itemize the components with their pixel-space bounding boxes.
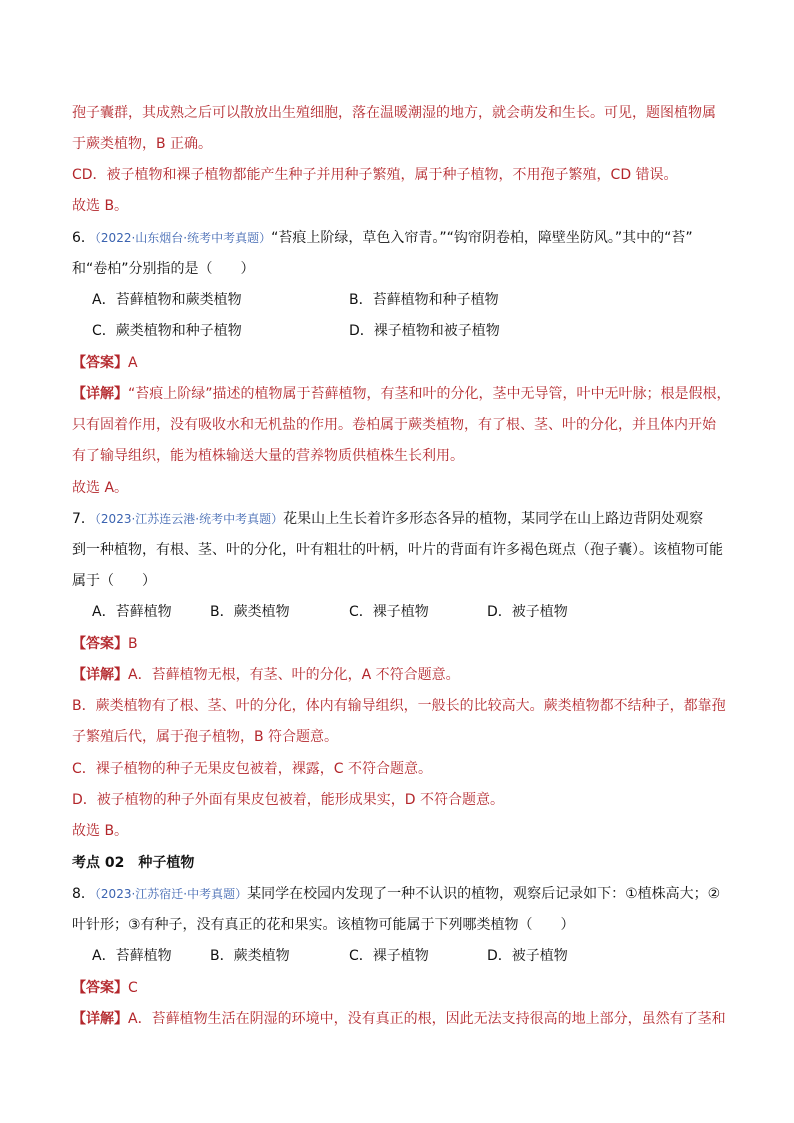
explanation-text: A．苔藓植物无根，有茎、叶的分化，A 不符合题意。 — [128, 667, 460, 683]
option-b: B．蕨类植物 — [210, 948, 290, 964]
text-line: 故选 B。 — [72, 198, 129, 214]
text-line: 于蕨类植物，B 正确。 — [72, 136, 213, 152]
option-b: B．苔藓植物和种子植物 — [349, 292, 499, 308]
option-d: D．被子植物 — [487, 604, 568, 620]
answer-line — [72, 353, 734, 373]
answer-label: 【答案】 — [72, 980, 128, 996]
question-number: 6． — [72, 230, 95, 246]
question-text: 和“卷柏”分别指的是（ ） — [72, 261, 255, 277]
question-text: 叶针形；③有种子，没有真正的花和果实。该植物可能属于下列哪类植物（ ） — [72, 917, 575, 933]
explanation-text: A．苔藓植物生活在阴湿的环境中，没有真正的根，因此无法支持很高的地上部分，虽然有了茎和 — [128, 1011, 726, 1027]
option-a: A．苔藓植物 — [92, 604, 172, 620]
option-a: A．苔藓植物 — [92, 948, 172, 964]
answer-value: A — [128, 355, 138, 371]
explanation-label: 【详解】 — [72, 1011, 128, 1027]
explanation-line — [72, 1009, 734, 1029]
explanation-text: 只有固着作用，没有吸收水和无机盐的作用。卷柏属于蕨类植物，有了根、茎、叶的分化，并且体内开始 — [72, 417, 716, 433]
answer-value: C — [128, 980, 138, 996]
conclusion-text: 故选 A。 — [72, 480, 129, 496]
answer-label: 【答案】 — [72, 636, 128, 652]
question-text: “苔痕上阶绿，草色入帘青。”“钩帘阴卷柏，障壁坐防风。”其中的“苔” — [271, 230, 693, 246]
option-a: A．苔藓植物和蕨类植物 — [92, 292, 242, 308]
question-source: （2023·江苏连云港·统考中考真题） — [94, 512, 284, 526]
explanation-line — [72, 384, 734, 404]
question-source: （2023·江苏宿迁·中考真题） — [94, 887, 248, 901]
question-7-stem — [72, 509, 734, 529]
section-heading — [72, 853, 734, 873]
explanation-text: D．被子植物的种子外面有果皮包被着，能形成果实，D 不符合题意。 — [72, 792, 505, 808]
question-text: 某同学在校园内发现了一种不认识的植物，观察后记录如下：①植株高大；② — [247, 886, 721, 902]
question-text: 花果山上生长着许多形态各异的植物，某同学在山上路边背阴处观察 — [283, 511, 704, 527]
option-b: B．蕨类植物 — [210, 604, 290, 620]
option-c: C．裸子植物 — [349, 948, 429, 964]
explanation-text: C．裸子植物的种子无果皮包被着，裸露，C 不符合题意。 — [72, 761, 432, 777]
question-text: 到一种植物，有根、茎、叶的分化，叶有粗壮的叶柄，叶片的背面有许多褐色斑点（孢子囊）。该植物可能 — [72, 542, 723, 558]
question-number: 7． — [72, 511, 95, 527]
text-line: 孢子囊群，其成熟之后可以散放出生殖细胞，落在温暖潮湿的地方，就会萌发和生长。可见，题图植物属 — [72, 105, 716, 121]
option-c: C．蕨类植物和种子植物 — [92, 323, 242, 339]
answer-label: 【答案】 — [72, 355, 128, 371]
section-title: 种子植物 — [138, 855, 195, 871]
option-d: D．被子植物 — [487, 948, 568, 964]
explanation-label: 【详解】 — [72, 667, 128, 683]
explanation-text: “苔痕上阶绿”描述的植物属于苔藓植物，有茎和叶的分化，茎中无导管，叶中无叶脉；根是假根， — [128, 386, 731, 402]
text-line: CD．被子植物和裸子植物都能产生种子并用种子繁殖，属于种子植物，不用孢子繁殖，CD 错误。 — [72, 167, 678, 183]
answer-value: B — [128, 636, 138, 652]
option-c: C．裸子植物 — [349, 604, 429, 620]
question-8-stem — [72, 884, 734, 904]
option-d: D．裸子植物和被子植物 — [349, 323, 500, 339]
explanation-line — [72, 665, 734, 685]
question-text: 属于（ ） — [72, 573, 156, 589]
question-6-stem — [72, 228, 734, 248]
explanation-text: 有了输导组织，能为植株输送大量的营养物质供植株生长利用。 — [72, 448, 464, 464]
answer-line — [72, 978, 734, 998]
answer-line — [72, 634, 734, 654]
explanation-text: 子繁殖后代，属于孢子植物，B 符合题意。 — [72, 729, 339, 745]
question-source: （2022·山东烟台·统考中考真题） — [94, 231, 272, 245]
explanation-label: 【详解】 — [72, 386, 128, 402]
question-number: 8． — [72, 886, 95, 902]
conclusion-text: 故选 B。 — [72, 823, 129, 839]
explanation-text: B．蕨类植物有了根、茎、叶的分化，体内有输导组织，一般长的比较高大。蕨类植物都不结种子，都靠孢 — [72, 698, 726, 714]
section-label: 考点 02 — [72, 855, 125, 871]
